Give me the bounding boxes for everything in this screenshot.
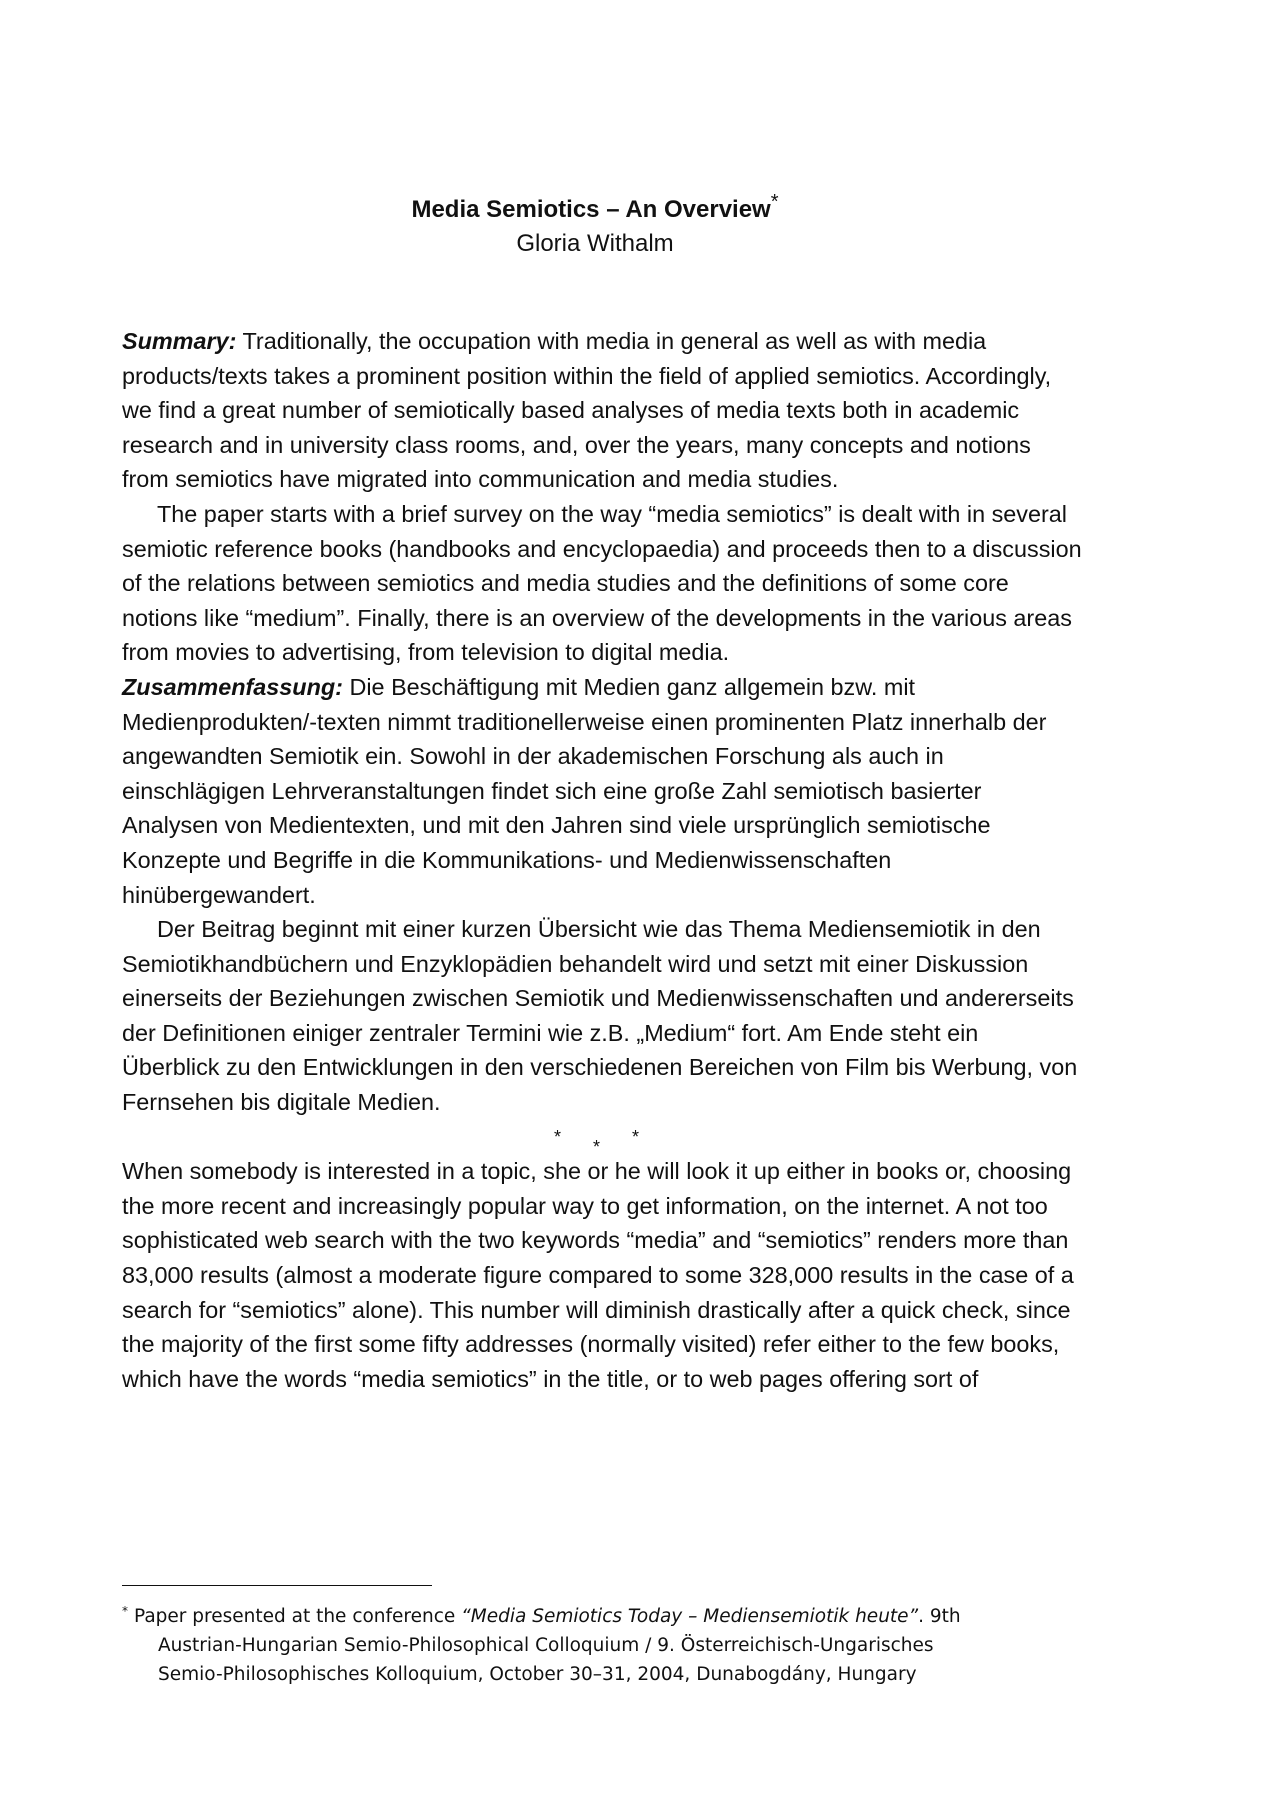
zusammenfassung-text: Die Beschäftigung mit Medien ganz allgemein bzw. mit Medienprodukten/-texten nimmt traditionellerweise einen prominenten Platz innerhalb der angewandten Semiotik ein. Sowohl in der akademischen Forschung als auch in einschlägigen Lehrveranstaltungen findet sich eine große Zahl semiotisch basierter Analysen von Medientexten, und mit den Jahren sind viele ursprünglich semiotische Konzepte und Begriffe in die Kommunikations- und Medienwissenschaften hinübergewandert. xyxy=(122,673,1047,908)
footnote-line-2: Austrian-Hungarian Semio-Philosophical Colloquium / 9. Österreichisch-Ungarisches xyxy=(158,1635,934,1656)
author-name: Gloria Withalm xyxy=(516,230,674,257)
separator-star-middle: * xyxy=(593,1136,601,1157)
section-separator xyxy=(122,1120,1082,1155)
body-text xyxy=(122,324,1082,1396)
summary-paragraph xyxy=(122,324,1082,497)
paper-title xyxy=(0,185,1190,227)
footnote-line1-tail: . 9th xyxy=(918,1606,961,1627)
main-paragraph: When somebody is interested in a topic, she or he will look it up either in books or, choosing the more recent and increasingly popular way to get information, on the internet. A not too sophisticated web search with the two keywords “media” and “semiotics” renders more than 83,000 results (almost a moderate figure compared to some 328,000 results in the case of a search for “semiotics” alone). This number will diminish drastically after a quick check, since the majority of the first some fifty addresses (normally visited) refer either to the few books, which have the words “media semiotics” in the title, or to web pages offering sort of xyxy=(122,1158,1074,1392)
title-block xyxy=(0,185,1190,261)
title-footnote-mark[interactable]: * xyxy=(770,191,779,213)
footnote xyxy=(122,1602,1082,1689)
summary-label: Summary: xyxy=(122,328,237,354)
summary-text: Traditionally, the occupation with media in general as well as with media products/texts takes a prominent position within the field of applied semiotics. Accordingly, we find a great number of semiotically based analyses of media texts both in academic research and in university class rooms, and, over the years, many concepts and notions from semiotics have migrated into communication and media studies. xyxy=(122,328,1052,493)
title-text: Media Semiotics – An Overview xyxy=(411,196,771,223)
footnote-intro: Paper presented at the conference xyxy=(134,1606,462,1627)
separator-star-left: * xyxy=(554,1126,562,1147)
separator-star-right: * xyxy=(632,1126,640,1147)
footnote-line-1 xyxy=(122,1602,1082,1631)
zusammenfassung-paragraph xyxy=(122,670,1082,912)
footnote-mark: * xyxy=(122,1603,128,1618)
summary-paragraph-2: The paper starts with a brief survey on the way “media semiotics” is dealt with in several semiotic reference books (handbooks and encyclopaedia) and proceeds then to a discussion of the relations between semiotics and media studies and the definitions of some core notions like “medium”. Finally, there is an overview of the developments in the various areas from movies to advertising, from television to digital media. xyxy=(122,500,1082,666)
footnote-conference-title: “Media Semiotics Today – Mediensemiotik heute” xyxy=(461,1606,919,1627)
footnote-line-3: Semio-Philosophisches Kolloquium, October 30–31, 2004, Dunabogdány, Hungary xyxy=(158,1664,917,1685)
zusammenfassung-label: Zusammenfassung: xyxy=(122,673,343,700)
zusammenfassung-paragraph-2: Der Beitrag beginnt mit einer kurzen Übersicht wie das Thema Mediensemiotik in den Semiotikhandbüchern und Enzyklopädien behandelt wird und setzt mit einer Diskussion einerseits der Beziehungen zwischen Semiotik und Medienwissenschaften und andererseits der Definitionen einiger zentraler Termini wie z.B. „Medium“ fort. Am Ende steht ein Überblick zu den Entwicklungen in den verschiedenen Bereichen von Film bis Werbung, von Fernsehen bis digitale Medien. xyxy=(122,916,1078,1116)
footnote-divider xyxy=(122,1585,432,1586)
